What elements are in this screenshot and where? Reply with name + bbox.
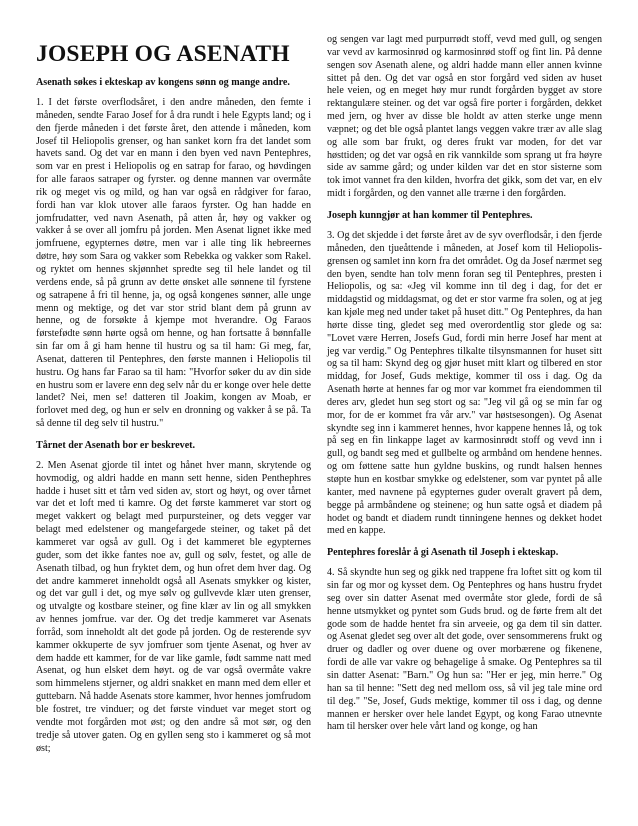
two-column-layout (36, 36, 602, 763)
section-heading-3: Joseph kunngjør at han kommer til Pentephres. (327, 209, 533, 221)
paragraph-2: 2. Men Asenat gjorde til intet og hånet hver mann, skrytende og hovmodig, og aldri hadde en mann sett henne, siden Penthephres hadde i huset sitt et tårn ved siden av, stort og høyt, og over tårnet var det et loft med ti kamre. Og det første kammeret var stort og meget vakkert og belagt med purpursteiner, og dets vegger var belagt med edelstener og mangefargede steiner, og taket på det kammeret var også av gull. Og i det kammeret ble egypternes guder, som det ikke fantes noe av, gull og sølv, festet, og alle de Asenath tilbad, og hun fryktet dem, og hun ofret dem hver dag. Og det andre kammeret inneholdt også all Asenats smykker og kister, og det var gull i det, og mye sølv og gullvevde klær uten grenser, og utvalgte og kostbare steiner, og fine klær av lin og all smykken av hennes jomfrue. var der. Og det tredje kammeret var Asenats forråd, som inneholdt alt det gode på jorden. Og de resterende syv kammer okkuperte de syv jomfruer som tjente Asenat, og hver av dem hadde ett kammer, for de var like gamle, født samme natt med Asenat, og hun elsket dem høyt. og de var også overmåte vakre som himmelens stjerner, og aldri snakket en mann med dem eller et guttebarn. Nå hadde Asenats store kammer, hvor hennes jomfrudom ble fostret, tre vinduer; og det første vinduet var meget stort og vendte mot forgården mot øst; og den andre så mot sør, og den tredje så utover gaten. Og en gyllen seng sto i kammeret og så mot øst; (36, 459, 311, 754)
paragraph-4: 4. Så skyndte hun seg og gikk ned trappene fra loftet sitt og kom til sin far og mor og kysset dem. Og Pentephres og hans hustru frydet seg over sin datter Asenat med overmåte stor glede, fordi de så henne utsmykket og pyntet som Guds brud. og de førte frem alt det gode som de hadde hentet fra sin arveeie, og ga dem til sin datter. og Asenat gledet seg over alt det gode, over sensommerens frukt og druer og dadler og over duene og over morbærene og fikenene, fordi de alle var vakre og behagelige å smake. Og Pentephres sa til sin datter Asenat: "Barn." Og hun sa: "Her er jeg, min herre." Og han sa til henne: "Sett deg ned mellom oss, så vil jeg tale mine ord til deg." "Se, Josef, Guds mektige, kommer til oss i dag, og denne mannen er hersker over hele landet Egypt, og kong Farao utnevnte ham til hersker over hele vårt land og konge, og han (327, 567, 602, 733)
section-heading-2: Tårnet der Asenath bor er beskrevet. (36, 439, 196, 451)
section-heading-1: Asenath søkes i ekteskap av kongens sønn og mange andre. (36, 77, 290, 88)
paragraph-3: 3. Og det skjedde i det første året av de syv overflodsår, i den fjerde måneden, den tjueåttende i måneden, at Josef kom til Heliopolis-grensen og samlet inn korn fra det området. Og da Josef nærmet seg den byen, sendte han tolv menn foran seg til Pentephres, presten i Heliopolis, og sa: «Jeg vil komme inn til deg i dag, for det er middagstid og middagsmat, og det er stor varme fra solen, og at jeg kan kjøle meg ned under taket på huset ditt." Og Pentephres, da han hørte disse ting, gledet seg med overordentlig stor glede og sa: "Lovet være Herren, Josefs Gud, fordi min herre Josef har ment at jeg var verdig." Og Pentephres tilkalte tilsynsmannen for huset sitt og sa til ham: Skynd deg og gjør huset mitt klart og tilbered en stor middag, for Josef, Guds mektige, kommer til oss i dag. Og da Asenath hørte at hennes far og mor var kommet fra eiendommen til deres arv, gledet hun seg stort og sa: "Jeg vil gå og se min far og mor, for de er kommet fra vår arv." var høstsesongen). Og Asenat skyndte seg inn i kammeret hennes, hvor kappene hennes lå, og tok på seg en fin linkappe laget av karmosinrødt stoff og vevd inn i gull, og bandt seg med et gullbelte og armbånd om hendene hennes. og om føttene satte hun gyldne buskins, og rundt halsen hennes støpte hun en kostbar smykke og edelstener, som var pyntet på alle kanter, med navnene på egypternes guder overalt gravert på dem, begge på armbåndene og steinene; og hun satte også et diadem på hodet og bandt et diadem rundt tinningene hennes og dekket hodet med en kappe. (327, 229, 602, 537)
right-column (327, 34, 602, 742)
paragraph-2-continued: og sengen var lagt med purpurrødt stoff, vevd med gull, og sengen var vevd av karmosinrød og karmosinrød stoff og fint lin. På denne sengen sov Asenath alene, og aldri hadde mann eller annen kvinne sittet på den. Og det var også en stor forgård ved siden av huset hele veien, og en meget høy mur rundt forgården bygget av store rektangulære steiner. og det var også fire porter i forgården, dekket med jern, og hver av disse ble holdt av atten sterke unge menn væpnet; og det ble også plantet langs veggen vakre trær av alle slag og alle som bar frukt, og deres frukt var moden, for det var høsttiden; og det var også en rik vannkilde som sprang ut fra høyre side av samme gård; og under kilden var det en stor sisterne som tok imot vannet fra den kilden, hvorfra det gikk, som det var, en elv midt i forgården, og den vannet alle trærne i den forgården. (327, 34, 602, 200)
paragraph-1: 1. I det første overflodsåret, i den andre måneden, den femte i måneden, sendte Farao Josef for å dra rundt i hele Egypts land; og i den fjerde måneden i det første året, den attende i måneden, kom Josef til Heliopolis grenser, og han sanket korn fra det landet som havets sand. Og det var en mann i den byen ved navn Pentephres, som var en prest i Heliopolis og en satrap for farao, og høvdingen for alle faraos satraper og fyrster. og denne mannen var overmåte rik og meget vis og mild, og han var også en rådgiver for farao, fordi han var klok utover alle faraos fyrster. Og han hadde en jomfrudatter, ved navn Asenath, på atten år, høy og vakker og vakker å se over all jomfru på jorden. Men Asenat lignet ikke med jomfruene, egypternes døtre, men var i alle ting lik hebreernes døtre, høy som Sara og vakker som Rebekka og vakker som Rakel. og ryktet om hennes skjønnhet spredte seg til hele landet og til verdens ende, så på grunn av dette ønsket alle sønnene til fyrstene og satrapene å fri til henne, ja, og også kongenes sønner, alle unge menn og mektige, og det var stor strid blant dem på grunn av henne, og de forsøkte å kjempe mot hverandre. Og Faraos førstefødte sønn hørte også om henne, og han fortsatte å bønnfalle sin far om å gi ham henne til hustru og sa til ham: Gi meg, far, Asenat, datteren til Pentephres, den første mannen i Heliopolis til hustru. Og hans far Farao sa til ham: "Hvorfor søker du av din side en hustru som er lavere enn deg selv når du er konge over hele dette landet? Nei, men se! datteren til Joakim, kongen av Moab, er forlovet med deg, og hun er selv en dronning og vakker å se på. Ta så denne til deg selv til hustru." (36, 97, 311, 430)
document-title: JOSEPH OG ASENATH (36, 41, 290, 67)
left-column (36, 36, 311, 763)
section-heading-4: Pentephres foreslår å gi Asenath til Joseph i ekteskap. (327, 547, 559, 559)
